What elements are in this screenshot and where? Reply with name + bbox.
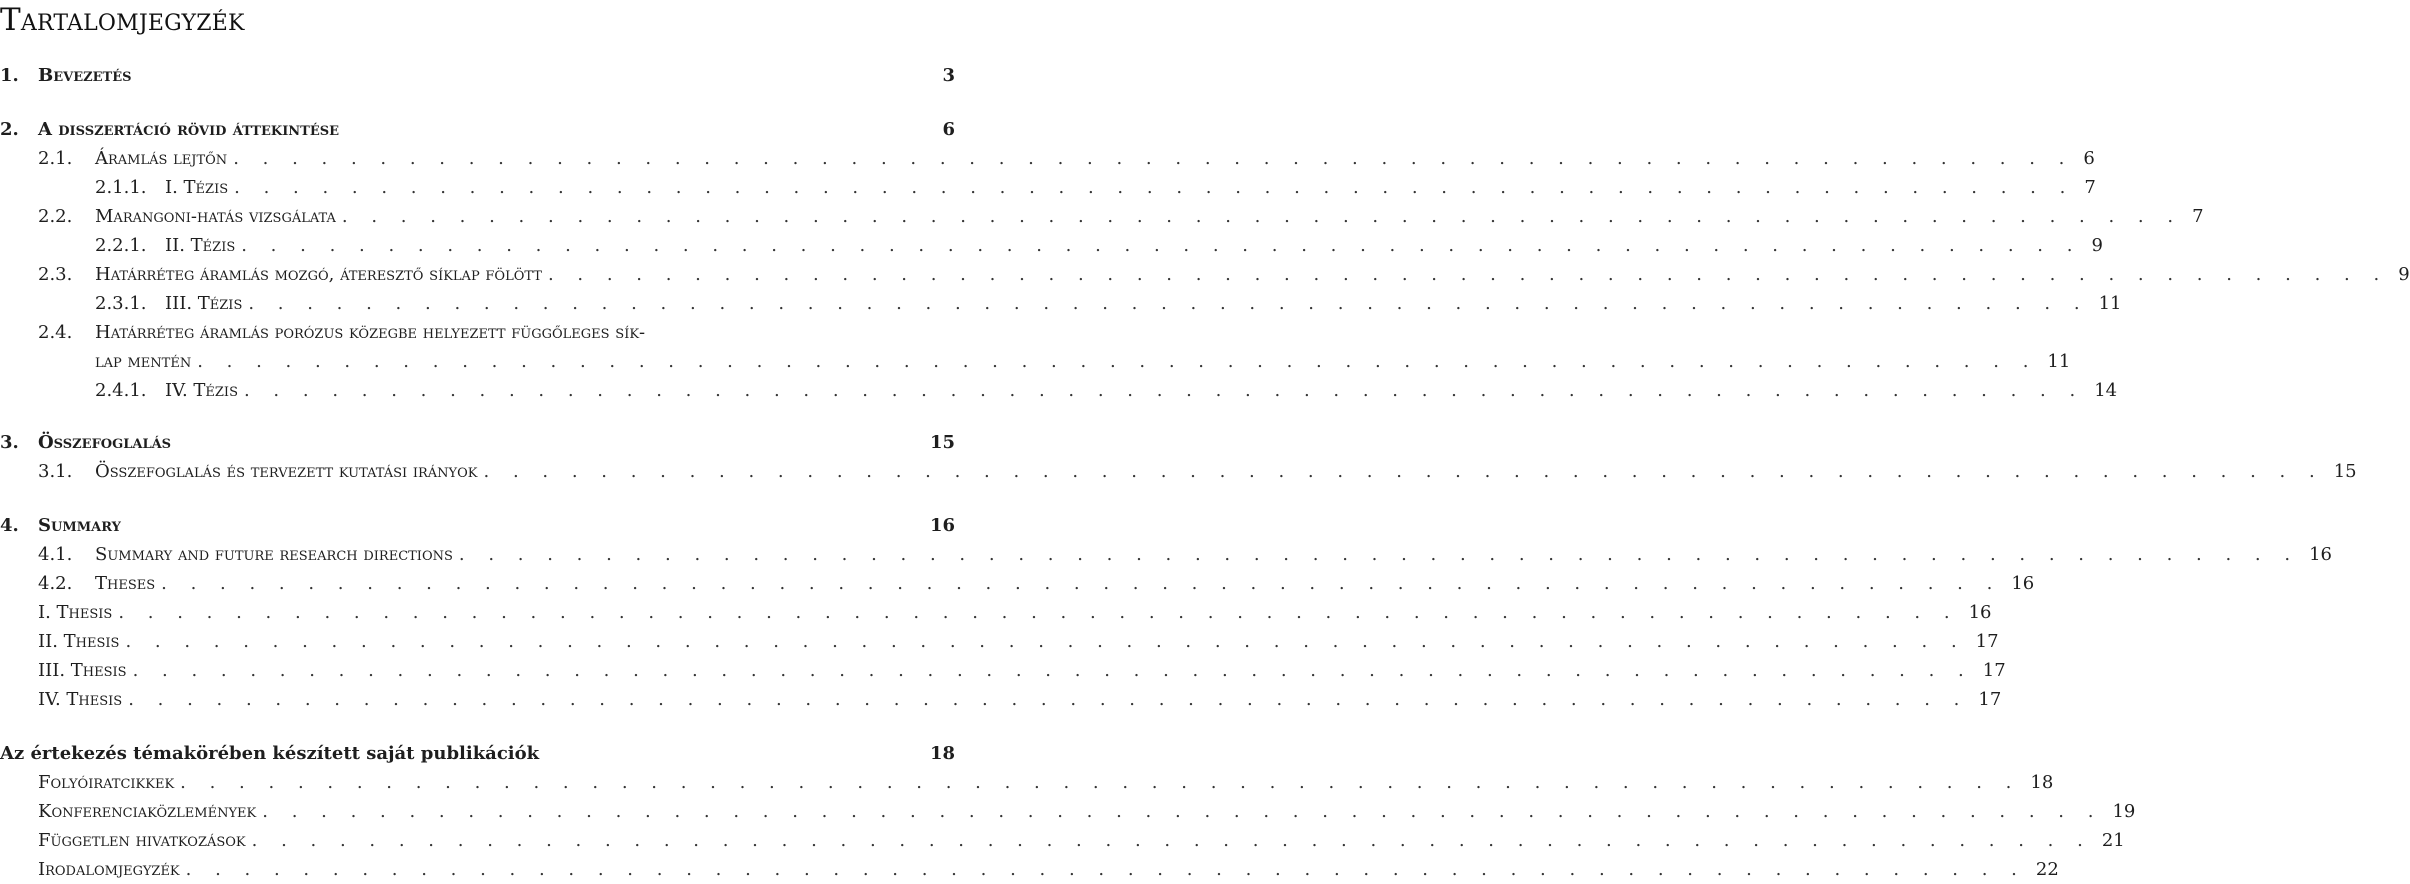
entry-page: 16 — [929, 515, 955, 536]
entry-title: III. Thesis — [38, 660, 127, 681]
toc-entry-section-2-2[interactable] — [0, 203, 2204, 231]
entry-title: Marangoni-hatás vizsgálata — [95, 206, 336, 227]
toc-entry-conference-papers[interactable] — [0, 798, 2136, 826]
entry-page: 16 — [1968, 602, 1992, 623]
entry-title: Summary — [38, 515, 121, 536]
toc-entry-chapter-4[interactable] — [0, 512, 955, 540]
entry-page: 19 — [2112, 801, 2136, 822]
entry-title: Független hivatkozások — [38, 830, 246, 851]
entry-page: 15 — [929, 432, 955, 453]
entry-title: Irodalomjegyzék — [38, 859, 180, 880]
dot-leader: . . . . . . . . . . . . . . . . . . . . . . . . . . . . . . . . . . . . . . . . . . . . . . . . . . . . . . . . . . . . . . . — [118, 602, 1959, 623]
page-title: Tartalomjegyzék — [0, 2, 245, 38]
entry-page: 9 — [2091, 235, 2103, 256]
entry-number: 2. — [0, 119, 19, 140]
dot-leader: . . . . . . . . . . . . . . . . . . . . . . . . . . . . . . . . . . . . . . . . . . . . . . . . . . . . . . . . . . . . . . . — [233, 148, 2074, 169]
toc-entry-independent-citations[interactable] — [0, 827, 2125, 855]
entry-page: 18 — [2030, 772, 2054, 793]
toc-entry-journal-articles[interactable] — [0, 769, 2054, 797]
entry-page: 3 — [942, 65, 955, 86]
toc-entry-thesis-4[interactable] — [0, 686, 2002, 714]
toc-entry-subsection-2-4-1[interactable] — [0, 377, 2118, 405]
toc-entry-section-3-1[interactable] — [0, 458, 2357, 486]
toc-entry-publications[interactable] — [0, 740, 955, 768]
entry-title: IV. Thesis — [38, 689, 123, 710]
entry-page: 17 — [1975, 631, 1999, 652]
entry-page: 6 — [942, 119, 955, 140]
entry-title: A disszertáció rövid áttekintése — [38, 119, 340, 140]
toc-entry-section-2-3[interactable] — [0, 261, 2410, 289]
entry-title: Határréteg áramlás mozgó, áteresztő síklap fölött — [95, 264, 542, 285]
entry-number: 1. — [0, 65, 19, 86]
dot-leader: . . . . . . . . . . . . . . . . . . . . . . . . . . . . . . . . . . . . . . . . . . . . . . . . . . . . . . . . . . . . . . . — [243, 380, 2085, 401]
entry-page: 17 — [1982, 660, 2006, 681]
entry-title: Summary and future research directions — [95, 544, 453, 565]
entry-page: 7 — [2192, 206, 2204, 227]
dot-leader: . . . . . . . . . . . . . . . . . . . . . . . . . . . . . . . . . . . . . . . . . . . . . . . . . . . . . . . . . . . . . . . — [341, 206, 2183, 227]
entry-page: 17 — [1978, 689, 2002, 710]
dot-leader: . . . . . . . . . . . . . . . . . . . . . . . . . . . . . . . . . . . . . . . . . . . . . . . . . . . . . . . . . . . . . . . — [234, 177, 2075, 198]
entry-title-line1: Határréteg áramlás porózus közegbe helyezett függőleges sík- — [95, 322, 646, 343]
dot-leader: . . . . . . . . . . . . . . . . . . . . . . . . . . . . . . . . . . . . . . . . . . . . . . . . . . . . . . . . . . . . . . . — [241, 235, 2082, 256]
toc-entry-subsection-2-2-1[interactable] — [0, 232, 2103, 260]
entry-title: II. Tézis — [165, 235, 236, 256]
entry-number: 2.2. — [38, 206, 73, 227]
dot-leader: . . . . . . . . . . . . . . . . . . . . . . . . . . . . . . . . . . . . . . . . . . . . . . . . . . . . . . . . . . . . . . . — [547, 264, 2389, 285]
toc-entry-section-2-1[interactable] — [0, 145, 2095, 173]
toc-entry-thesis-3[interactable] — [0, 657, 2006, 685]
toc-entry-bibliography[interactable] — [0, 856, 2059, 884]
dot-leader: . . . . . . . . . . . . . . . . . . . . . . . . . . . . . . . . . . . . . . . . . . . . . . . . . . . . . . . . . . . . . . . — [458, 544, 2300, 565]
toc-entry-section-2-4-continued[interactable] — [0, 348, 2071, 376]
dot-leader: . . . . . . . . . . . . . . . . . . . . . . . . . . . . . . . . . . . . . . . . . . . . . . . . . . . . . . . . . . . . . . . — [125, 631, 1966, 652]
dot-leader: . . . . . . . . . . . . . . . . . . . . . . . . . . . . . . . . . . . . . . . . . . . . . . . . . . . . . . . . . . . . . . . — [262, 801, 2103, 822]
dot-leader: . . . . . . . . . . . . . . . . . . . . . . . . . . . . . . . . . . . . . . . . . . . . . . . . . . . . . . . . . . . . . . . — [197, 351, 2038, 372]
entry-number: 2.3.1. — [95, 293, 147, 314]
entry-number: 2.1.1. — [95, 177, 147, 198]
entry-number: 4.2. — [38, 573, 73, 594]
toc-entry-section-2-4[interactable] — [0, 319, 960, 347]
entry-number: 2.3. — [38, 264, 73, 285]
entry-title: Az értekezés témakörében készített saját publikációk — [0, 743, 540, 764]
entry-number: 2.4. — [38, 322, 73, 343]
toc-entry-chapter-1[interactable] — [0, 62, 955, 90]
dot-leader: . . . . . . . . . . . . . . . . . . . . . . . . . . . . . . . . . . . . . . . . . . . . . . . . . . . . . . . . . . . . . . . — [185, 859, 2026, 880]
entry-number: 2.4.1. — [95, 380, 147, 401]
entry-page: 6 — [2083, 148, 2095, 169]
dot-leader: . . . . . . . . . . . . . . . . . . . . . . . . . . . . . . . . . . . . . . . . . . . . . . . . . . . . . . . . . . . . . . . — [483, 461, 2324, 482]
dot-leader: . . . . . . . . . . . . . . . . . . . . . . . . . . . . . . . . . . . . . . . . . . . . . . . . . . . . . . . . . . . . . . . — [180, 772, 2021, 793]
entry-title: Konferenciaközlemények — [38, 801, 257, 822]
entry-title: IV. Tézis — [165, 380, 238, 401]
toc-entry-thesis-2[interactable] — [0, 628, 1999, 656]
entry-number: 3.1. — [38, 461, 73, 482]
entry-title: I. Thesis — [38, 602, 113, 623]
entry-number: 3. — [0, 432, 19, 453]
entry-number: 2.1. — [38, 148, 73, 169]
toc-entry-section-4-2[interactable] — [0, 570, 2035, 598]
toc-entry-subsection-2-1-1[interactable] — [0, 174, 2096, 202]
entry-page: 18 — [929, 743, 955, 764]
entry-page: 16 — [2309, 544, 2333, 565]
entry-page: 14 — [2094, 380, 2118, 401]
entry-title: Bevezetés — [38, 65, 132, 86]
entry-title: Összefoglalás — [38, 432, 172, 453]
dot-leader: . . . . . . . . . . . . . . . . . . . . . . . . . . . . . . . . . . . . . . . . . . . . . . . . . . . . . . . . . . . . . . . — [251, 830, 2092, 851]
entry-page: 15 — [2333, 461, 2357, 482]
dot-leader: . . . . . . . . . . . . . . . . . . . . . . . . . . . . . . . . . . . . . . . . . . . . . . . . . . . . . . . . . . . . . . . — [161, 573, 2002, 594]
entry-page: 11 — [2047, 351, 2071, 372]
toc-entry-subsection-2-3-1[interactable] — [0, 290, 2122, 318]
toc-entry-chapter-3[interactable] — [0, 429, 955, 457]
entry-number: 2.2.1. — [95, 235, 147, 256]
entry-page: 7 — [2084, 177, 2096, 198]
entry-title: II. Thesis — [38, 631, 120, 652]
entry-title: Folyóiratcikkek — [38, 772, 175, 793]
entry-page: 21 — [2101, 830, 2125, 851]
entry-page: 22 — [2035, 859, 2059, 880]
toc-entry-section-4-1[interactable] — [0, 541, 2333, 569]
entry-title: III. Tézis — [165, 293, 243, 314]
entry-page: 11 — [2098, 293, 2122, 314]
entry-page: 9 — [2398, 264, 2410, 285]
entry-number: 4. — [0, 515, 19, 536]
entry-number: 4.1. — [38, 544, 73, 565]
dot-leader: . . . . . . . . . . . . . . . . . . . . . . . . . . . . . . . . . . . . . . . . . . . . . . . . . . . . . . . . . . . . . . . — [128, 689, 1969, 710]
dot-leader: . . . . . . . . . . . . . . . . . . . . . . . . . . . . . . . . . . . . . . . . . . . . . . . . . . . . . . . . . . . . . . . — [132, 660, 1973, 681]
entry-title: Áramlás lejtőn — [95, 148, 228, 169]
entry-title: Összefoglalás és tervezett kutatási irányok — [95, 461, 478, 482]
entry-page: 16 — [2011, 573, 2035, 594]
entry-title-line2: lap mentén — [95, 351, 192, 372]
toc-entry-chapter-2[interactable] — [0, 116, 955, 144]
entry-title: I. Tézis — [165, 177, 229, 198]
dot-leader: . . . . . . . . . . . . . . . . . . . . . . . . . . . . . . . . . . . . . . . . . . . . . . . . . . . . . . . . . . . . . . . — [248, 293, 2089, 314]
toc-entry-thesis-1[interactable] — [0, 599, 1992, 627]
entry-title: Theses — [95, 573, 156, 594]
